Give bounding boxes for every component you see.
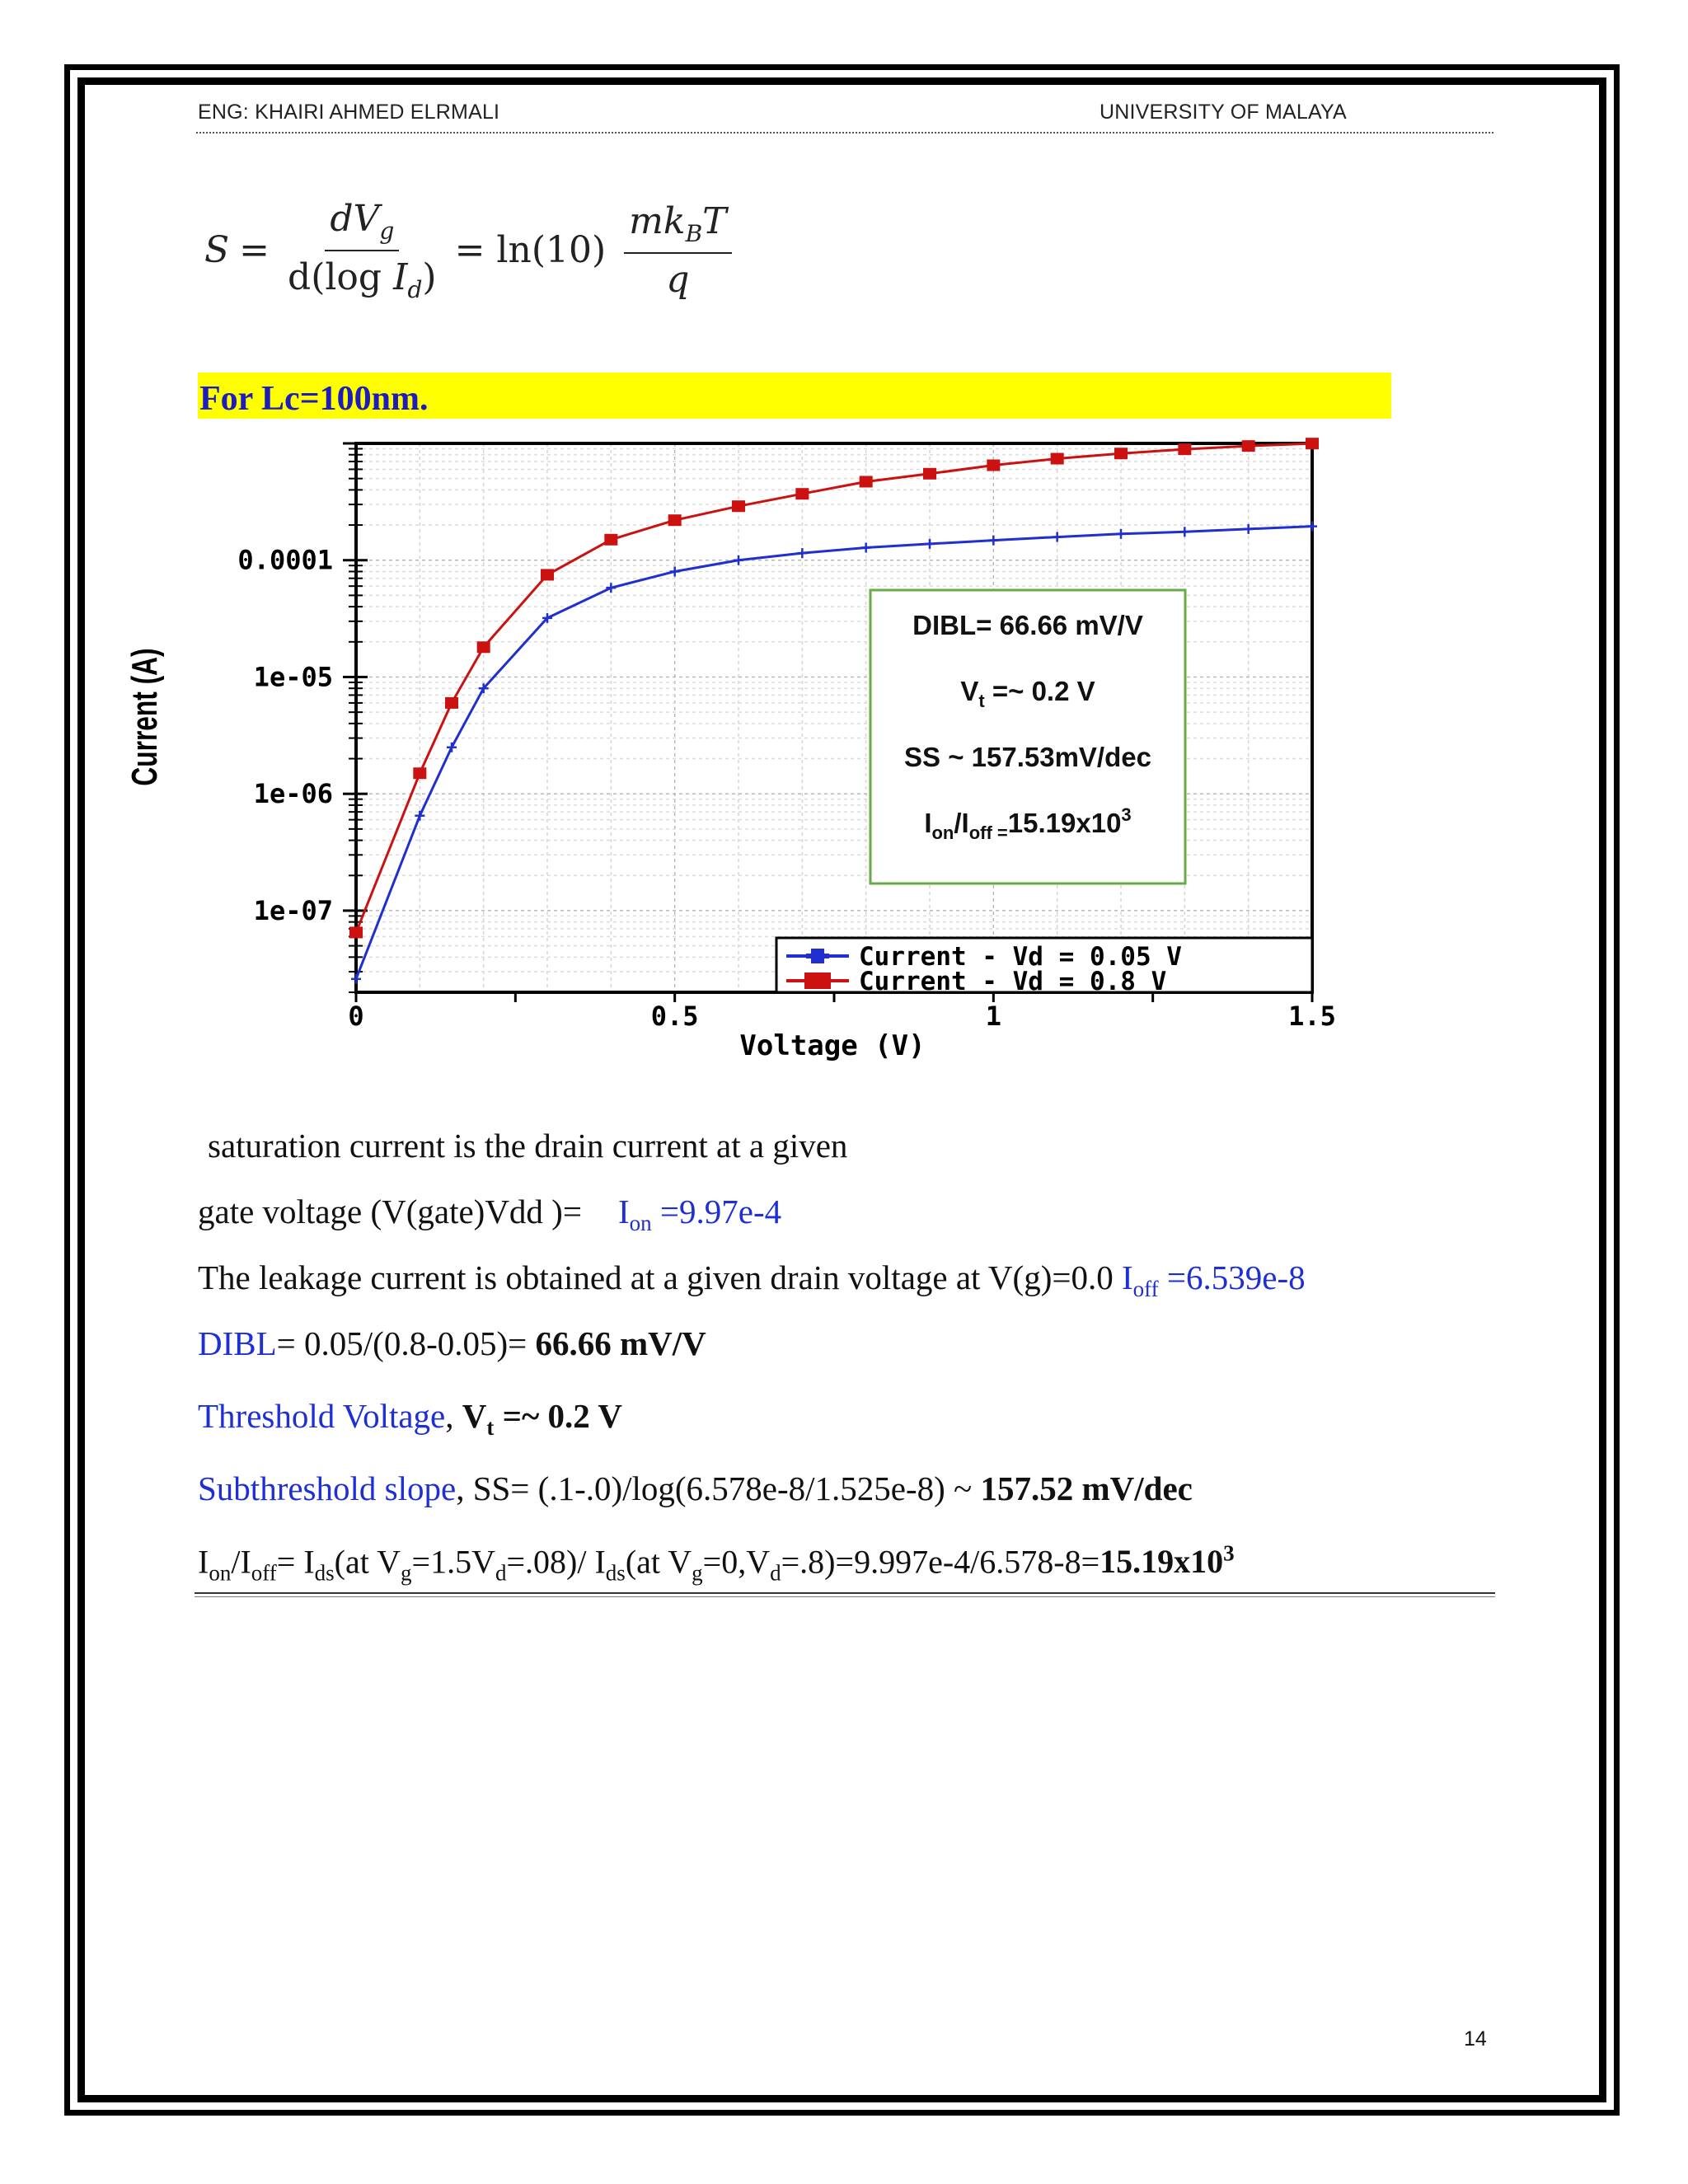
eq-equals: = [239,229,270,272]
x-tick-label: 0.5 [650,1001,699,1032]
legend-label-0: Current - Vd = 0.05 V [859,942,1182,972]
annotation-ss: SS ~ 157.53mV/dec [904,742,1151,772]
eq-num2-b: T [702,199,727,242]
data-point-0 [988,536,998,546]
data-point-1 [1178,443,1191,455]
data-point-1 [413,767,426,779]
data-point-0 [1244,524,1254,534]
data-point-0 [797,548,807,558]
data-point-0 [447,743,457,752]
data-point-0 [1307,522,1317,532]
eq-num2-a: mk [629,199,686,242]
data-point-1 [1114,448,1128,459]
data-point-0 [670,566,680,576]
data-point-0 [1179,527,1189,537]
data-point-1 [923,468,936,480]
x-tick-label: 1 [985,1001,1001,1032]
header-author: ENG: KHAIRI AHMED ELRMALI [198,101,500,124]
eq-lhs: S [204,229,230,272]
data-point-1 [1051,453,1064,465]
eq-num2-sub: B [685,219,703,247]
header-rule [196,132,1493,134]
bottom-rule [195,1592,1495,1594]
bottom-rule-thin [195,1596,1495,1597]
data-point-1 [860,476,873,487]
x-tick-label: 0 [348,1001,364,1032]
data-point-1 [668,514,682,526]
data-point-1 [987,460,1000,471]
data-point-1 [1242,440,1255,452]
section-title: For Lc=100nm. [199,380,429,418]
eq-den1-a: d(log [288,255,394,298]
text-line-3: The leakage current is obtained at a given drain voltage at V(g)=0.0 $I_{off} =6.539e-8$ [198,1258,1306,1302]
y-tick-label: 0.0001 [237,544,333,576]
chart-legend [776,938,1312,996]
y-tick-label: 1e-05 [253,661,333,693]
x-axis-label: Voltage (V) [739,1029,926,1062]
x-tick-label: 1.5 [1288,1001,1336,1032]
data-point-0 [606,583,616,593]
eq-ln10: = ln(10) [454,229,607,272]
eq-num1: dV [330,198,380,240]
text-line-2: gate voltage (V(gate)Vdd )= $I_{on} =9.97e-4$ [198,1193,782,1236]
iv-characteristic-chart [124,429,1360,1080]
data-point-1 [732,500,745,512]
data-point-0 [861,543,871,553]
data-point-1 [541,569,554,580]
ion-value: $I_{on} =9.97e-4$ [617,1193,782,1236]
data-point-0 [351,974,361,984]
annotation-vt: $V_t$ =~ 0.2 V [960,676,1095,711]
y-tick-label: 1e-07 [253,894,333,926]
y-axis-label: Current (A) [124,648,166,786]
text-line-ion-ioff: $I_{on}/I_{off}= I_{ds}(at$ $V_g=1.5V_d=.08)/$ $I_{ds}(at$ $V_g=0,V_d=.8)=9.997e-4/6.578-8=15.19x10^3$ [198,1541,1235,1586]
subthreshold-slope-equation [204,198,740,303]
ioff-value: $I_{off} =6.539e-8$ [1121,1258,1306,1302]
eq-den1-sub: d [407,275,423,303]
data-point-1 [349,926,363,938]
data-point-1 [477,641,490,653]
data-point-0 [925,539,935,549]
section-highlight [198,373,1391,419]
eq-den2: q [666,258,690,301]
text-line-ss: Subthreshold slope, SS= (.1-.0)/log(6.578e-8/1.525e-8) ~ 157.52 mV/dec [198,1469,1193,1507]
legend-label-1: Current - Vd = 0.8 V [859,967,1167,996]
text-line-dibl: DIBL= 0.05/(0.8-0.05)= 66.66 mV/V [198,1324,706,1362]
data-point-0 [1053,532,1062,542]
data-point-1 [604,534,617,546]
legend-marker-1 [804,972,831,989]
annotation-box [870,590,1185,883]
data-point-0 [734,555,743,565]
annotation-ion-ioff: $I_{on}/I_{off =}15.19x10^3$ [924,804,1132,843]
header-university: UNIVERSITY OF MALAYA [1100,101,1347,124]
data-point-1 [795,488,809,499]
eq-den1-b: I [393,255,408,298]
data-point-0 [1116,529,1126,539]
data-point-1 [1306,438,1319,449]
text-line-1: saturation current is the drain current at a given [208,1127,848,1165]
eq-fraction-1 [288,198,437,303]
data-point-1 [445,697,458,709]
eq-fraction-2 [624,200,731,301]
y-tick-label: 1e-06 [253,778,333,810]
page-number: 14 [1464,2027,1487,2050]
eq-den1-c: ) [422,255,437,298]
annotation-dibl: DIBL= 66.66 mV/V [912,610,1143,640]
eq-num1-sub: g [379,217,395,245]
text-line-vt: Threshold Voltage, $V_t$ =~ 0.2 V [198,1397,622,1441]
